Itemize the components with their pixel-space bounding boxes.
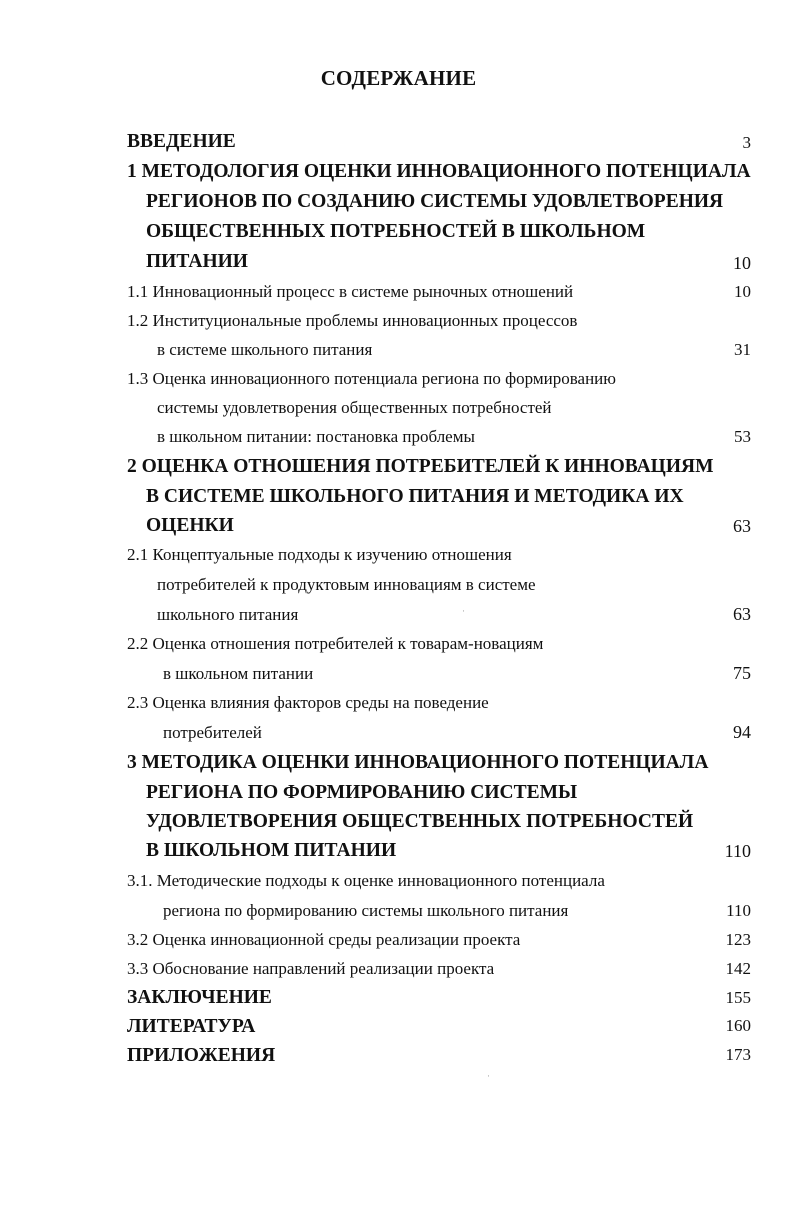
- toc-entry-line: ПРИЛОЖЕНИЯ: [127, 1045, 276, 1066]
- toc-entry-line: В СИСТЕМЕ ШКОЛЬНОГО ПИТАНИЯ И МЕТОДИКА ИХ: [146, 486, 684, 507]
- toc-entry-line: УДОВЛЕТВОРЕНИЯ ОБЩЕСТВЕННЫХ ПОТРЕБНОСТЕЙ: [146, 811, 694, 832]
- toc-page-number: 75: [733, 663, 751, 683]
- toc-page-number: 31: [734, 340, 751, 359]
- toc-entry-line: 1.2 Институциональные проблемы инновационных процессов: [127, 311, 578, 330]
- toc-entry-line: 2 ОЦЕНКА ОТНОШЕНИЯ ПОТРЕБИТЕЛЕЙ К ИННОВАЦИЯМ: [127, 456, 714, 477]
- toc-entry-line: ЗАКЛЮЧЕНИЕ: [127, 987, 272, 1008]
- toc-entry-line: потребителей: [163, 723, 262, 742]
- toc-entry-line: 1.1 Инновационный процесс в системе рыночных отношений: [127, 282, 574, 301]
- toc-entry-line: 3 МЕТОДИКА ОЦЕНКИ ИННОВАЦИОННОГО ПОТЕНЦИАЛА: [127, 752, 709, 773]
- toc-entry-line: РЕГИОНА ПО ФОРМИРОВАНИЮ СИСТЕМЫ: [146, 782, 578, 803]
- toc-page-number: 173: [725, 1045, 751, 1064]
- toc-entry-line: ПИТАНИИ: [146, 251, 248, 272]
- toc-entry-line: школьного питания: [157, 605, 299, 624]
- toc-entry-line: 2.2 Оценка отношения потребителей к товарам-новациям: [127, 634, 544, 653]
- toc-entry-line: 3.2 Оценка инновационной среды реализации проекта: [127, 930, 521, 949]
- toc-entry-line: ОЦЕНКИ: [146, 515, 234, 536]
- toc-page-number: 110: [724, 841, 751, 861]
- toc-page-number: 10: [733, 253, 751, 273]
- scan-speck: ·: [487, 1071, 490, 1081]
- toc-entry-line: ВВЕДЕНИЕ: [127, 131, 236, 152]
- toc-page-number: 155: [725, 988, 751, 1007]
- toc-entry-line: региона по формированию системы школьного питания: [163, 901, 569, 920]
- toc-page-number: 53: [734, 427, 751, 446]
- toc-entry-line: в школьном питании: постановка проблемы: [157, 427, 475, 446]
- toc-entry-line: 3.1. Методические подходы к оценке инновационного потенциала: [127, 871, 605, 890]
- toc-page-number: 3: [742, 133, 751, 152]
- toc-entry-line: потребителей к продуктовым инновациям в системе: [157, 575, 536, 594]
- toc-page-number: 110: [726, 901, 751, 920]
- toc-page-number: 142: [725, 959, 751, 978]
- toc-entry-line: В ШКОЛЬНОМ ПИТАНИИ: [146, 840, 397, 861]
- toc-entry-line: ОБЩЕСТВЕННЫХ ПОТРЕБНОСТЕЙ В ШКОЛЬНОМ: [146, 221, 646, 242]
- toc-page-number: 63: [733, 604, 751, 624]
- toc-entry-line: 3.3 Обоснование направлений реализации проекта: [127, 959, 495, 978]
- toc-entry-line: 2.1 Концептуальные подходы к изучению отношения: [127, 545, 512, 564]
- toc-entry-line: 2.3 Оценка влияния факторов среды на поведение: [127, 693, 489, 712]
- toc-page-number: 123: [725, 930, 751, 949]
- toc-entry-line: РЕГИОНОВ ПО СОЗДАНИЮ СИСТЕМЫ УДОВЛЕТВОРЕНИЯ: [146, 191, 724, 212]
- toc-page-number: 63: [733, 516, 751, 536]
- toc-entry-line: в системе школьного питания: [157, 340, 373, 359]
- scan-speck: ·: [462, 606, 465, 616]
- toc-entry-line: системы удовлетворения общественных потребностей: [157, 398, 552, 417]
- page-title: СОДЕРЖАНИЕ: [320, 66, 477, 90]
- toc-page-number: 10: [734, 282, 751, 301]
- toc-entry-line: 1.3 Оценка инновационного потенциала региона по формированию: [127, 369, 616, 388]
- toc-page-number: 160: [725, 1016, 751, 1035]
- toc-page-number: 94: [733, 722, 751, 742]
- toc-entry-line: ЛИТЕРАТУРА: [127, 1016, 256, 1037]
- toc-entry-line: в школьном питании: [163, 664, 314, 683]
- toc-entry-line: 1 МЕТОДОЛОГИЯ ОЦЕНКИ ИННОВАЦИОННОГО ПОТЕНЦИАЛА: [127, 161, 751, 182]
